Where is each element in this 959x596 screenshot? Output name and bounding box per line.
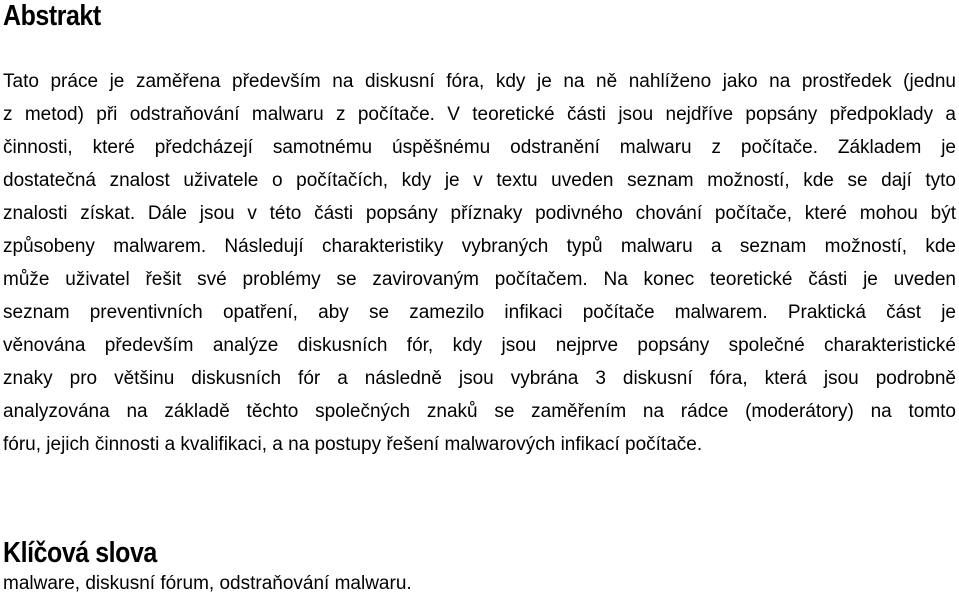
abstract-line: analyzována na základě těchto společných znaků se zaměřením na rádce (moderátory) na tomto bbox=[3, 401, 956, 422]
abstract-line: Tato práce je zaměřena především na diskusní fóra, kdy je na ně nahlíženo jako na prostředek (jednu bbox=[3, 71, 956, 92]
abstract-heading: Abstrakt bbox=[3, 0, 101, 32]
keywords-text: malware, diskusní fórum, odstraňování malwaru. bbox=[3, 573, 412, 594]
abstract-line: věnována především analýze diskusních fór, kdy jsou nejprve popsány společné charakteristické bbox=[3, 335, 956, 356]
abstract-line: z metod) při odstraňování malwaru z počítače. V teoretické části jsou nejdříve popsány předpoklady a bbox=[3, 104, 956, 125]
abstract-line: způsobeny malwarem. Následují charakteristiky vybraných typů malwaru a seznam možností, kde bbox=[3, 236, 956, 257]
abstract-line: fóru, jejich činnosti a kvalifikaci, a na postupy řešení malwarových infikací počítače. bbox=[3, 434, 703, 455]
abstract-line: znalosti získat. Dále jsou v této části popsány příznaky podivného chování počítače, které mohou být bbox=[3, 203, 956, 224]
abstract-line: činnosti, které předcházejí samotnému úspěšnému odstranění malwaru z počítače. Základem je bbox=[3, 137, 956, 158]
abstract-line: dostatečná znalost uživatele o počítačích, kdy je v textu uveden seznam možností, kde se dají tyto bbox=[3, 170, 956, 191]
abstract-line: může uživatel řešit své problémy se zavirovaným počítačem. Na konec teoretické části je uveden bbox=[3, 269, 956, 290]
keywords-heading: Klíčová slova bbox=[3, 537, 157, 569]
abstract-line: seznam preventivních opatření, aby se zamezilo infikaci počítače malwarem. Praktická část je bbox=[3, 302, 956, 323]
abstract-line: znaky pro většinu diskusních fór a následně jsou vybrána 3 diskusní fóra, která jsou podrobně bbox=[3, 368, 956, 389]
